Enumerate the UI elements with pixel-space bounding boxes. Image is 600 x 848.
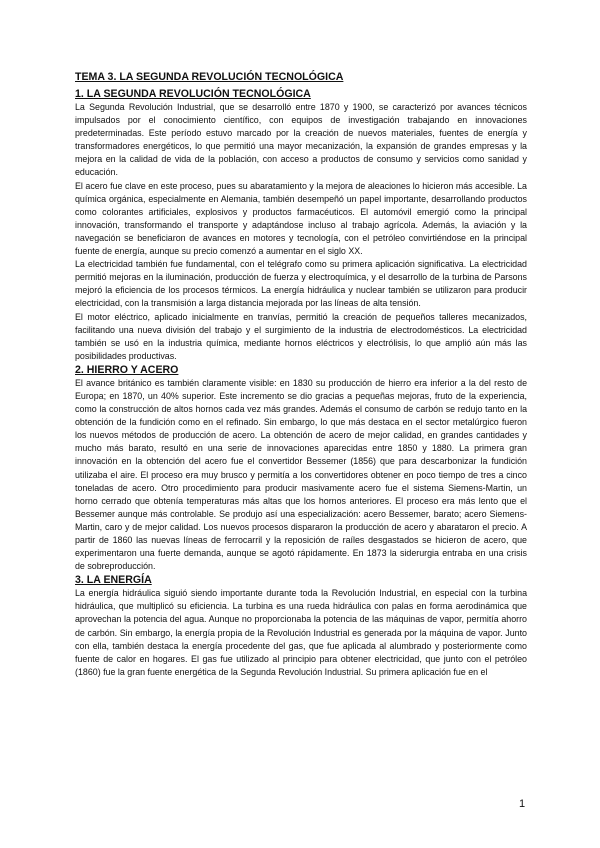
- section-heading-1: 1. LA SEGUNDA REVOLUCIÓN TECNOLÓGICA: [75, 88, 311, 100]
- page-number: 1: [519, 798, 526, 810]
- document-page: [75, 70, 527, 679]
- paragraph: El motor eléctrico, aplicado inicialmente en tranvías, permitió la creación de pequeños talleres mecanizados, facilitando una nueva división del trabajo y el surgimiento de la industria de electrodomésticos. La electricidad también se usó en la industria química, mediante hornos eléctricos y electrólisis, lo que amplió aún más las posibilidades productivas.: [75, 311, 527, 361]
- document-title: TEMA 3. LA SEGUNDA REVOLUCIÓN TECNOLÓGICA: [75, 71, 344, 83]
- paragraph: El avance británico es también claramente visible: en 1830 su producción de hierro era inferior a la del resto de Europa; en 1870, un 40% superior. Este incremento se dio gracias a pequeñas mejoras, fruto de la experiencia, como la construcción de altos hornos cada vez más grandes. Además el consumo de carbón se redujo tanto en la obtención de la fundición como en el refinado. Sin embargo, lo que más destaca en el sector metalúrgico fueron los nuevos métodos de producción de acero. La obtención de acero de mejor calidad, en grandes cantidades y mucho más barato, resultó en una serie de innovaciones aparecidas entre 1850 y 1880. La primera gran innovación en la obtención del acero fue el convertidor Bessemer (1856) que para descarbonizar la fundición utilizaba el aire. El proceso era muy brusco y permitía a los convertidores obtener en poco tiempo de tres a cinco toneladas de acero. Otro procedimiento para producir masivamente acero fue el sistema Siemens-Martin, un horno cerrado que obtenía temperaturas más altas que los hornos anteriores. El proceso era más lento que el Bessemer aunque más controlable. Se produjo así una especialización: acero Bessemer, barato; acero Siemens-Martin, caro y de mejor calidad. Los nuevos procesos dispararon la producción de acero y abarataron el precio. A partir de 1860 las nuevas líneas de ferrocarril y la reposición de raíles desgastados se hicieron de acero, que experimentaron una fuerte demanda, aunque se agotó rápidamente. En 1873 la siderurgia entraba en una crisis de sobreproducción.: [75, 377, 527, 572]
- section-heading-2: 2. HIERRO Y ACERO: [75, 363, 179, 376]
- paragraph: El acero fue clave en este proceso, pues su abaratamiento y la mejora de aleaciones lo hicieron más accesible. La química orgánica, especialmente en Alemania, también desempeñó un papel importante, desarrollando productos como colorantes artificiales, explosivos y productos farmacéuticos. El automóvil emergió como la principal innovación, transformando el transporte y adaptándose incluso al trabajo agrícola. Además, la aviación y la navegación se beneficiaron de avances en motores y tecnología, con el petróleo convirtiéndose en la principal fuente de energía, aunque su precio comenzó a aumentar en el siglo XX.: [75, 180, 527, 257]
- paragraph: La Segunda Revolución Industrial, que se desarrolló entre 1870 y 1900, se caracterizó por avances técnicos impulsados por el conocimiento científico, con equipos de investigación trabajando en innovaciones predeterminadas. Este período estuvo marcado por la creación de nuevos materiales, fuentes de energía y transformadores energéticos, lo que permitió una mayor mecanización, la expansión de grandes empresas y la mejora en la calidad de vida de la población, con acceso a productos de consumo y servicios como sanidad y educación.: [75, 102, 527, 178]
- section-heading-3: 3. LA ENERGÍA: [75, 574, 152, 587]
- paragraph: La energía hidráulica siguió siendo importante durante toda la Revolución Industrial, en especial con la turbina hidráulica, que multiplicó su eficiencia. La turbina es una rueda hidráulica con palas en forma aerodinámica que aprovechan la potencia del agua. Aunque no proporcionaba la potencia de las máquinas de vapor, permitía ahorro de carbón. Sin embargo, la energía propia de la Revolución Industrial es generada por la máquina de vapor. Junto con ella, también destaca la energía procedente del gas, que fue aplicada al alumbrado y posteriormente como fuente de calor en hogares. El gas fue utilizado al principio para obtener electricidad, que junto con el petróleo (1860) fue la gran fuente energética de la Segunda Revolución Industrial. Su primera aplicación fue en el: [75, 588, 527, 677]
- paragraph: La electricidad también fue fundamental, con el telégrafo como su primera aplicación significativa. La electricidad permitió mejoras en la iluminación, producción de fuerza y electroquímica, y el desarrollo de la turbina de Parsons mejoró la eficiencia de los procesos térmicos. La energía hidráulica y nuclear también se utilizaron para producir electricidad, con la transmisión a larga distancia mejorada por las líneas de alta tensión.: [75, 259, 527, 309]
